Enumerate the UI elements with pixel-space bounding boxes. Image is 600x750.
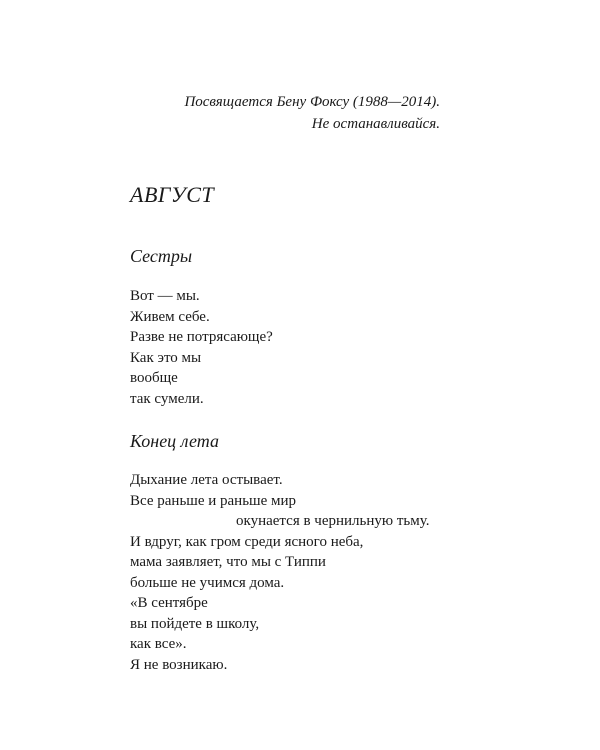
poem-line: вообще xyxy=(130,370,178,386)
poem-line: Дыхание лета остывает. xyxy=(130,472,283,488)
section-title: АВГУСТ xyxy=(130,182,215,207)
poem-end-of-summer xyxy=(130,470,430,675)
poem-line: вы пойдете в школу, xyxy=(130,615,260,632)
poem-line-indented: окунается в чернильную тьму. xyxy=(236,513,430,529)
poem-line: Вот — мы. xyxy=(130,288,200,304)
dedication xyxy=(184,91,440,135)
poem-line: Я не возникаю. xyxy=(130,656,228,673)
poem-sisters xyxy=(130,286,273,409)
poem-line: как все». xyxy=(130,636,187,652)
poem-line: Разве не потрясающе? xyxy=(130,329,273,345)
poem-line: так сумели. xyxy=(130,390,204,407)
poem-title-sisters: Сестры xyxy=(130,246,193,266)
poem-line: И вдруг, как гром среди ясного неба, xyxy=(130,533,364,550)
poem-line: «В сентябре xyxy=(130,595,208,611)
dedication-line: Не останавливайся. xyxy=(311,116,440,132)
dedication-line: Посвящается Бену Фоксу (1988—2014). xyxy=(184,94,440,110)
poem-title-end-of-summer: Конец лета xyxy=(130,431,219,451)
poem-line: Как это мы xyxy=(130,349,202,366)
poem-line: больше не учимся дома. xyxy=(130,574,285,591)
poem-line: мама заявляет, что мы с Типпи xyxy=(130,554,326,570)
poem-line: Живем себе. xyxy=(130,308,210,325)
poem-line: Все раньше и раньше мир xyxy=(130,492,297,509)
